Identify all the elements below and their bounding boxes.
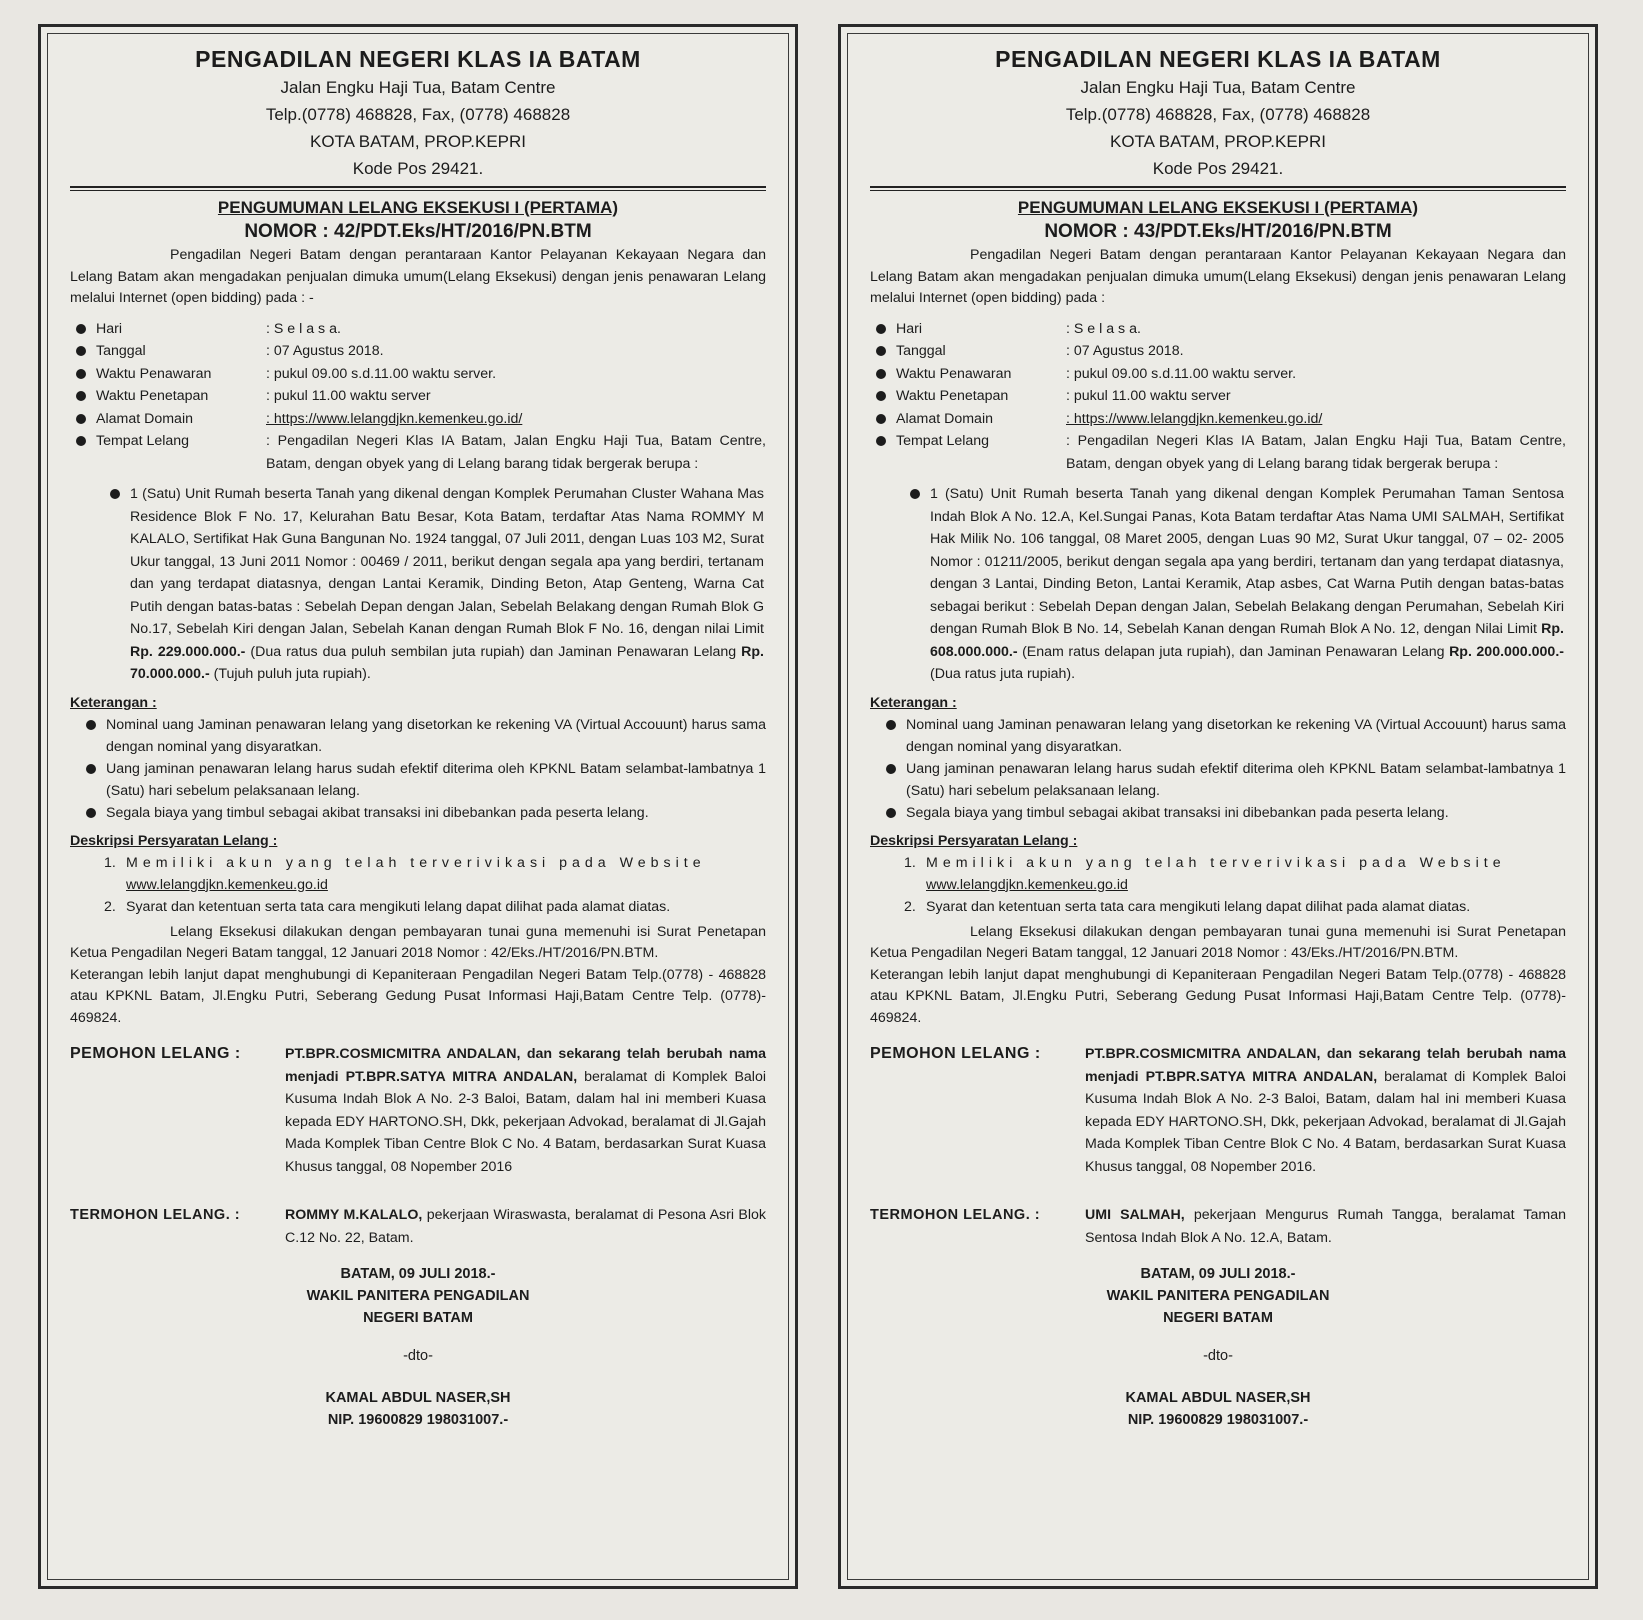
signature-block — [70, 1263, 766, 1431]
termohon-name: UMI SALMAH, — [1085, 1207, 1185, 1223]
bullet-icon — [110, 489, 120, 499]
object-description-wrap — [130, 483, 766, 686]
court-city-line: KOTA BATAM, PROP.KEPRI — [1109, 132, 1327, 151]
court-postcode-line: Kode Pos 29421. — [1152, 159, 1284, 178]
schedule-row — [70, 318, 766, 341]
requirement-item — [904, 896, 1566, 918]
bullet-icon — [86, 764, 96, 774]
bullet-icon — [76, 369, 86, 379]
requirements-title: Deskripsi Persyaratan Lelang : — [870, 832, 1078, 849]
court-postcode-line: Kode Pos 29421. — [352, 159, 484, 178]
schedule-value: : Pengadilan Negeri Klas IA Batam, Jalan Engku Haji Tua, Batam Centre, Batam, dengan obyek yang di Lelang barang tidak bergerak berupa : — [1066, 433, 1566, 472]
pemohon-label: PEMOHON LELANG : — [870, 1045, 1041, 1062]
limit-words: (Dua ratus dua puluh sembilan juta rupiah) dan Jaminan Penawaran Lelang — [250, 643, 737, 660]
schedule-label: Waktu Penawaran — [96, 365, 212, 382]
keterangan-item — [80, 758, 766, 802]
requirement-item — [104, 852, 766, 896]
pemohon-details — [1085, 1043, 1566, 1178]
schedule-row — [870, 318, 1566, 341]
schedule-row — [870, 385, 1566, 408]
auction-schedule — [70, 318, 766, 476]
announcement-number: NOMOR : 42/PDT.Eks/HT/2016/PN.BTM — [244, 221, 592, 242]
schedule-label: Hari — [896, 320, 923, 337]
auction-object — [104, 483, 766, 686]
bullet-icon — [76, 346, 86, 356]
schedule-label: Tanggal — [96, 343, 146, 359]
schedule-value: : pukul 09.00 s.d.11.00 waktu server. — [266, 365, 497, 382]
schedule-label: Tempat Lelang — [96, 433, 190, 449]
keterangan-title: Keterangan : — [870, 694, 957, 711]
keterangan-text: Nominal uang Jaminan penawaran lelang yang disetorkan ke rekening VA (Virtual Accouunt) harus sama dengan nominal yang disyaratkan. — [106, 716, 766, 755]
auction-object — [904, 483, 1566, 686]
schedule-row — [70, 430, 766, 475]
requirement-item — [904, 852, 1566, 896]
limit-words: (Enam ratus delapan juta rupiah), dan Jaminan Penawaran Lelang — [1022, 643, 1445, 660]
requirement-body — [126, 852, 766, 896]
schedule-label: Hari — [96, 320, 123, 337]
requirement-text: Syarat dan ketentuan serta tata cara mengikuti lelang dapat dilihat pada alamat diatas. — [126, 898, 671, 915]
schedule-row — [870, 408, 1566, 431]
termohon-details — [285, 1204, 766, 1249]
guarantee-amount: Rp. 200.000.000.- — [1449, 643, 1564, 660]
limit-amount: Rp. 229.000.000.- — [130, 643, 246, 660]
court-header — [870, 44, 1566, 182]
court-name: PENGADILAN NEGERI KLAS IA BATAM — [195, 46, 641, 72]
keterangan-item — [880, 758, 1566, 802]
court-name: PENGADILAN NEGERI KLAS IA BATAM — [995, 46, 1441, 72]
guarantee-amount: Rp. 70.000.000.- — [130, 643, 764, 682]
sign-title: WAKIL PANITERA PENGADILAN — [1106, 1288, 1330, 1304]
auction-notice-43 — [838, 24, 1598, 1589]
pemohon-label: PEMOHON LELANG : — [70, 1045, 241, 1062]
header-divider — [870, 186, 1566, 191]
notice-inner-frame — [847, 33, 1589, 1580]
bullet-icon — [86, 808, 96, 818]
termohon-name: ROMMY M.KALALO, — [285, 1207, 423, 1223]
termohon-details — [1085, 1204, 1566, 1249]
termohon-section — [70, 1204, 766, 1249]
schedule-value: : pukul 11.00 waktu server — [1066, 388, 1231, 404]
termohon-section — [870, 1204, 1566, 1249]
bullet-icon — [876, 369, 886, 379]
sign-title: WAKIL PANITERA PENGADILAN — [306, 1288, 530, 1304]
keterangan-item — [80, 802, 766, 824]
bullet-icon — [76, 414, 86, 424]
schedule-value: : pukul 11.00 waktu server — [266, 388, 431, 404]
announcement-title: PENGUMUMAN LELANG EKSEKUSI I (PERTAMA) — [217, 198, 619, 217]
schedule-row — [70, 363, 766, 386]
keterangan-item — [880, 802, 1566, 824]
schedule-value: : pukul 09.00 s.d.11.00 waktu server. — [1066, 365, 1297, 382]
signer-nip: NIP. 19600829 198031007.- — [327, 1412, 509, 1428]
sign-dto: -dto- — [403, 1348, 433, 1364]
bullet-icon — [886, 720, 896, 730]
bullet-icon — [86, 720, 96, 730]
notice-inner-frame — [47, 33, 789, 1580]
schedule-value: : 07 Agustus 2018. — [1066, 343, 1184, 359]
signer-nip: NIP. 19600829 198031007.- — [1127, 1412, 1309, 1428]
keterangan-text: Segala biaya yang timbul sebagai akibat transaksi ini dibebankan pada peserta lelang. — [106, 804, 649, 821]
pemohon-section — [70, 1043, 766, 1178]
object-description: 1 (Satu) Unit Rumah beserta Tanah yang dikenal dengan Komplek Perumahan Cluster Wahana Mas Residence Blok F No. 17, Kelurahan Batu Besar, Kota Batam, terdaftar Atas Nama ROMMY M KALALO, Sertifikat Hak Guna Bangunan No. 1924 tanggal, 07 Juli 2011, dengan Luas 103 M2, Surat Ukur tanggal, 13 Juni 2011 Nomor : 00469 / 2011, berikut dengan segala apa yang berdiri, tertanam dan yang terdapat diatasnya, dengan Lantai Keramik, Dinding Beton, Atap Genteng, Warna Cat Putih dengan batas-batas : Sebelah Depan dengan Jalan, Sebelah Belakang dengan Rumah Blok G No.17, Sebelah Kiri dengan Jalan, Sebelah Kanan dengan Rumah Blok F No. 16, dengan nilai Limit — [130, 486, 764, 637]
court-phone-line: Telp.(0778) 468828, Fax, (0778) 468828 — [1065, 105, 1371, 124]
requirements-title: Deskripsi Persyaratan Lelang : — [70, 832, 278, 849]
pemohon-text: beralamat di Komplek Baloi Kusuma Indah Blok A No. 2-3 Baloi, Batam, dalam hal ini memberi Kuasa kepada EDY HARTONO.SH, Dkk, pekerjaan Advokad, beralamat di Jl.Gajah Mada Komplek Tiban Centre Blok C No. 4 Batam, berdasarkan Surat Kuasa Khusus tanggal, 08 Nopember 2016. — [1085, 1068, 1566, 1175]
bullet-icon — [886, 764, 896, 774]
website-link[interactable]: www.lelangdjkn.kemenkeu.go.id — [926, 876, 1128, 893]
termohon-text: pekerjaan Mengurus Rumah Tangga, beralamat Taman Sentosa Indah Blok A No. 12.A, Batam. — [1085, 1207, 1566, 1246]
schedule-value: : S e l a s a. — [1066, 320, 1141, 337]
schedule-label: Alamat Domain — [96, 410, 193, 427]
domain-link[interactable]: : https://www.lelangdjkn.kemenkeu.go.id/ — [1066, 410, 1323, 427]
requirement-text: Syarat dan ketentuan serta tata cara mengikuti lelang dapat dilihat pada alamat diatas. — [926, 898, 1471, 915]
pemohon-details — [285, 1043, 766, 1178]
schedule-label: Waktu Penawaran — [896, 365, 1012, 382]
requirement-body — [926, 852, 1566, 896]
auction-notice-42 — [38, 24, 798, 1589]
requirement-text: Memiliki akun yang telah terverivikasi pada Website — [126, 854, 706, 871]
keterangan-text: Nominal uang Jaminan penawaran lelang yang disetorkan ke rekening VA (Virtual Accouunt) harus sama dengan nominal yang disyaratkan. — [906, 716, 1566, 755]
website-link[interactable]: www.lelangdjkn.kemenkeu.go.id — [126, 876, 328, 893]
announcement-title: PENGUMUMAN LELANG EKSEKUSI I (PERTAMA) — [1017, 198, 1419, 217]
court-city-line: KOTA BATAM, PROP.KEPRI — [309, 132, 527, 151]
auction-schedule — [870, 318, 1566, 476]
contact-paragraph: Keterangan lebih lanjut dapat menghubungi di Kepaniteraan Pengadilan Negeri Batam Telp.(0778) - 468828 atau KPKNL Batam, Jl.Engku Putri, Seberang Gedung Pusat Informasi Haji,Batam Centre Telp. (0778)- 469824. — [870, 966, 1566, 1026]
schedule-label: Waktu Penetapan — [96, 388, 209, 404]
bullet-icon — [876, 346, 886, 356]
schedule-row — [70, 408, 766, 431]
keterangan-text: Segala biaya yang timbul sebagai akibat transaksi ini dibebankan pada peserta lelang. — [906, 804, 1449, 821]
signer-name: KAMAL ABDUL NASER,SH — [325, 1390, 511, 1406]
schedule-value: : 07 Agustus 2018. — [266, 343, 384, 359]
keterangan-item — [80, 714, 766, 758]
bullet-icon — [876, 436, 886, 446]
limit-amount: Rp. 608.000.000.- — [930, 621, 1564, 660]
bullet-icon — [876, 324, 886, 334]
pemohon-text: beralamat di Komplek Baloi Kusuma Indah Blok A No. 2-3 Baloi, Batam, dalam hal ini memberi Kuasa kepada EDY HARTONO.SH, Dkk, pekerjaan Advokad, beralamat di Jl.Gajah Mada Komplek Tiban Centre Blok C No. 4 Batam, berdasarkan Surat Kuasa Khusus tanggal, 08 Nopember 2016 — [285, 1068, 766, 1175]
keterangan-item — [880, 714, 1566, 758]
domain-link[interactable]: : https://www.lelangdjkn.kemenkeu.go.id/ — [266, 410, 523, 427]
schedule-row — [870, 363, 1566, 386]
bullet-icon — [76, 391, 86, 401]
object-description: 1 (Satu) Unit Rumah beserta Tanah yang dikenal dengan Komplek Perumahan Taman Sentosa Indah Blok A No. 12.A, Kel.Sungai Panas, Kota Batam terdaftar Atas Nama UMI SALMAH, Sertifikat Hak Milik No. 106 tanggal, 08 Maret 2005, dengan Luas 90 M2, Surat Ukur tanggal, 07 – 02- 2005 Nomor : 01211/2005, berikut dengan segala apa yang berdiri, tertanam dan yang terdapat diatasnya, dengan 3 Lantai, Dinding Beton, Lantai Keramik, Atap asbes, Cat Warna Putih dengan batas-batas sebagai berikut : Sebelah Depan dengan Jalan, Sebelah Belakang dengan Perumahan, Sebelah Kiri dengan Rumah Blok B No. 14, Sebelah Kanan dengan Rumah Blok A No. 12, dengan Nilai Limit — [930, 486, 1564, 637]
schedule-value: : Pengadilan Negeri Klas IA Batam, Jalan Engku Haji Tua, Batam Centre, Batam, dengan obyek yang di Lelang barang tidak bergerak berupa : — [266, 433, 766, 472]
keterangan-text: Uang jaminan penawaran lelang harus sudah efektif diterima oleh KPKNL Batam selambat-lambatnya 1 (Satu) hari sebelum pelaksanaan lelang. — [906, 760, 1566, 799]
header-divider — [70, 186, 766, 191]
signer-name: KAMAL ABDUL NASER,SH — [1125, 1390, 1311, 1406]
termohon-label: TERMOHON LELANG. : — [70, 1207, 241, 1223]
signature-block — [870, 1263, 1566, 1431]
intro-paragraph: Pengadilan Negeri Batam dengan perantaraan Kantor Pelayanan Kekayaan Negara dan Lelang Batam akan mengadakan penjualan dimuka umum(Lelang Eksekusi) dengan jenis penawaran Lelang melalui Internet (open bidding) pada : — [870, 247, 1566, 306]
object-item — [104, 483, 766, 686]
requirement-number: 1. — [904, 854, 916, 871]
sign-dto: -dto- — [1203, 1348, 1233, 1364]
guarantee-words: (Dua ratus juta rupiah). — [930, 666, 1076, 682]
court-address-line: Jalan Engku Haji Tua, Batam Centre — [280, 78, 556, 97]
termohon-label: TERMOHON LELANG. : — [870, 1207, 1041, 1223]
sign-title-2: NEGERI BATAM — [1163, 1310, 1273, 1326]
schedule-label: Waktu Penetapan — [896, 388, 1009, 404]
closing-paragraph: Lelang Eksekusi dilakukan dengan pembayaran tunai guna memenuhi isi Surat Penetapan Ketua Pengadilan Negeri Batam tanggal, 12 Januari 2018 Nomor : 43/Eks./HT/2016/PN.BTM. — [870, 923, 1566, 961]
sign-title-2: NEGERI BATAM — [363, 1310, 473, 1326]
schedule-label: Tanggal — [896, 343, 946, 359]
termohon-text: pekerjaan Wiraswasta, beralamat di Pesona Asri Blok C.12 No. 22, Batam. — [285, 1207, 766, 1246]
requirement-item — [104, 896, 766, 918]
court-address-line: Jalan Engku Haji Tua, Batam Centre — [1080, 78, 1356, 97]
schedule-label: Tempat Lelang — [896, 433, 990, 449]
schedule-value: : S e l a s a. — [266, 320, 341, 337]
sign-place-date: BATAM, 09 JULI 2018.- — [340, 1266, 496, 1282]
keterangan-text: Uang jaminan penawaran lelang harus sudah efektif diterima oleh KPKNL Batam selambat-lambatnya 1 (Satu) hari sebelum pelaksanaan lelang. — [106, 760, 766, 799]
court-phone-line: Telp.(0778) 468828, Fax, (0778) 468828 — [265, 105, 571, 124]
intro-paragraph: Pengadilan Negeri Batam dengan perantaraan Kantor Pelayanan Kekayaan Negara dan Lelang Batam akan mengadakan penjualan dimuka umum(Lelang Eksekusi) dengan jenis penawaran Lelang melalui Internet (open bidding) pada : - — [70, 247, 766, 306]
object-description-wrap — [930, 483, 1566, 686]
bullet-icon — [910, 489, 920, 499]
requirement-text: Memiliki akun yang telah terverivikasi pada Website — [926, 854, 1506, 871]
schedule-row — [870, 430, 1566, 475]
bullet-icon — [76, 436, 86, 446]
pemohon-name: PT.BPR.COSMICMITRA ANDALAN, dan sekarang telah berubah nama menjadi PT.BPR.SATYA MITRA ANDALAN, — [1085, 1046, 1566, 1085]
requirement-number: 2. — [104, 898, 116, 915]
bullet-icon — [76, 324, 86, 334]
schedule-row — [70, 340, 766, 363]
closing-paragraph: Lelang Eksekusi dilakukan dengan pembayaran tunai guna memenuhi isi Surat Penetapan Ketua Pengadilan Negeri Batam tanggal, 12 Januari 2018 Nomor : 42/Eks./HT/2016/PN.BTM. — [70, 923, 766, 961]
schedule-label: Alamat Domain — [896, 410, 993, 427]
contact-paragraph: Keterangan lebih lanjut dapat menghubungi di Kepaniteraan Pengadilan Negeri Batam Telp.(0778) - 468828 atau KPKNL Batam, Jl.Engku Putri, Seberang Gedung Pusat Informasi Haji,Batam Centre Telp. (0778)- 469824. — [70, 966, 766, 1026]
keterangan-title: Keterangan : — [70, 694, 157, 711]
requirement-number: 1. — [104, 854, 116, 871]
guarantee-words: (Tujuh puluh juta rupiah). — [213, 666, 371, 682]
pemohon-section — [870, 1043, 1566, 1178]
object-item — [904, 483, 1566, 686]
bullet-icon — [876, 391, 886, 401]
bullet-icon — [876, 414, 886, 424]
court-header — [70, 44, 766, 182]
pemohon-name: PT.BPR.COSMICMITRA ANDALAN, dan sekarang telah berubah nama menjadi PT.BPR.SATYA MITRA ANDALAN, — [285, 1046, 766, 1085]
sign-place-date: BATAM, 09 JULI 2018.- — [1140, 1266, 1296, 1282]
requirement-number: 2. — [904, 898, 916, 915]
schedule-row — [870, 340, 1566, 363]
announcement-number: NOMOR : 43/PDT.Eks/HT/2016/PN.BTM — [1044, 221, 1392, 242]
schedule-row — [70, 385, 766, 408]
bullet-icon — [886, 808, 896, 818]
